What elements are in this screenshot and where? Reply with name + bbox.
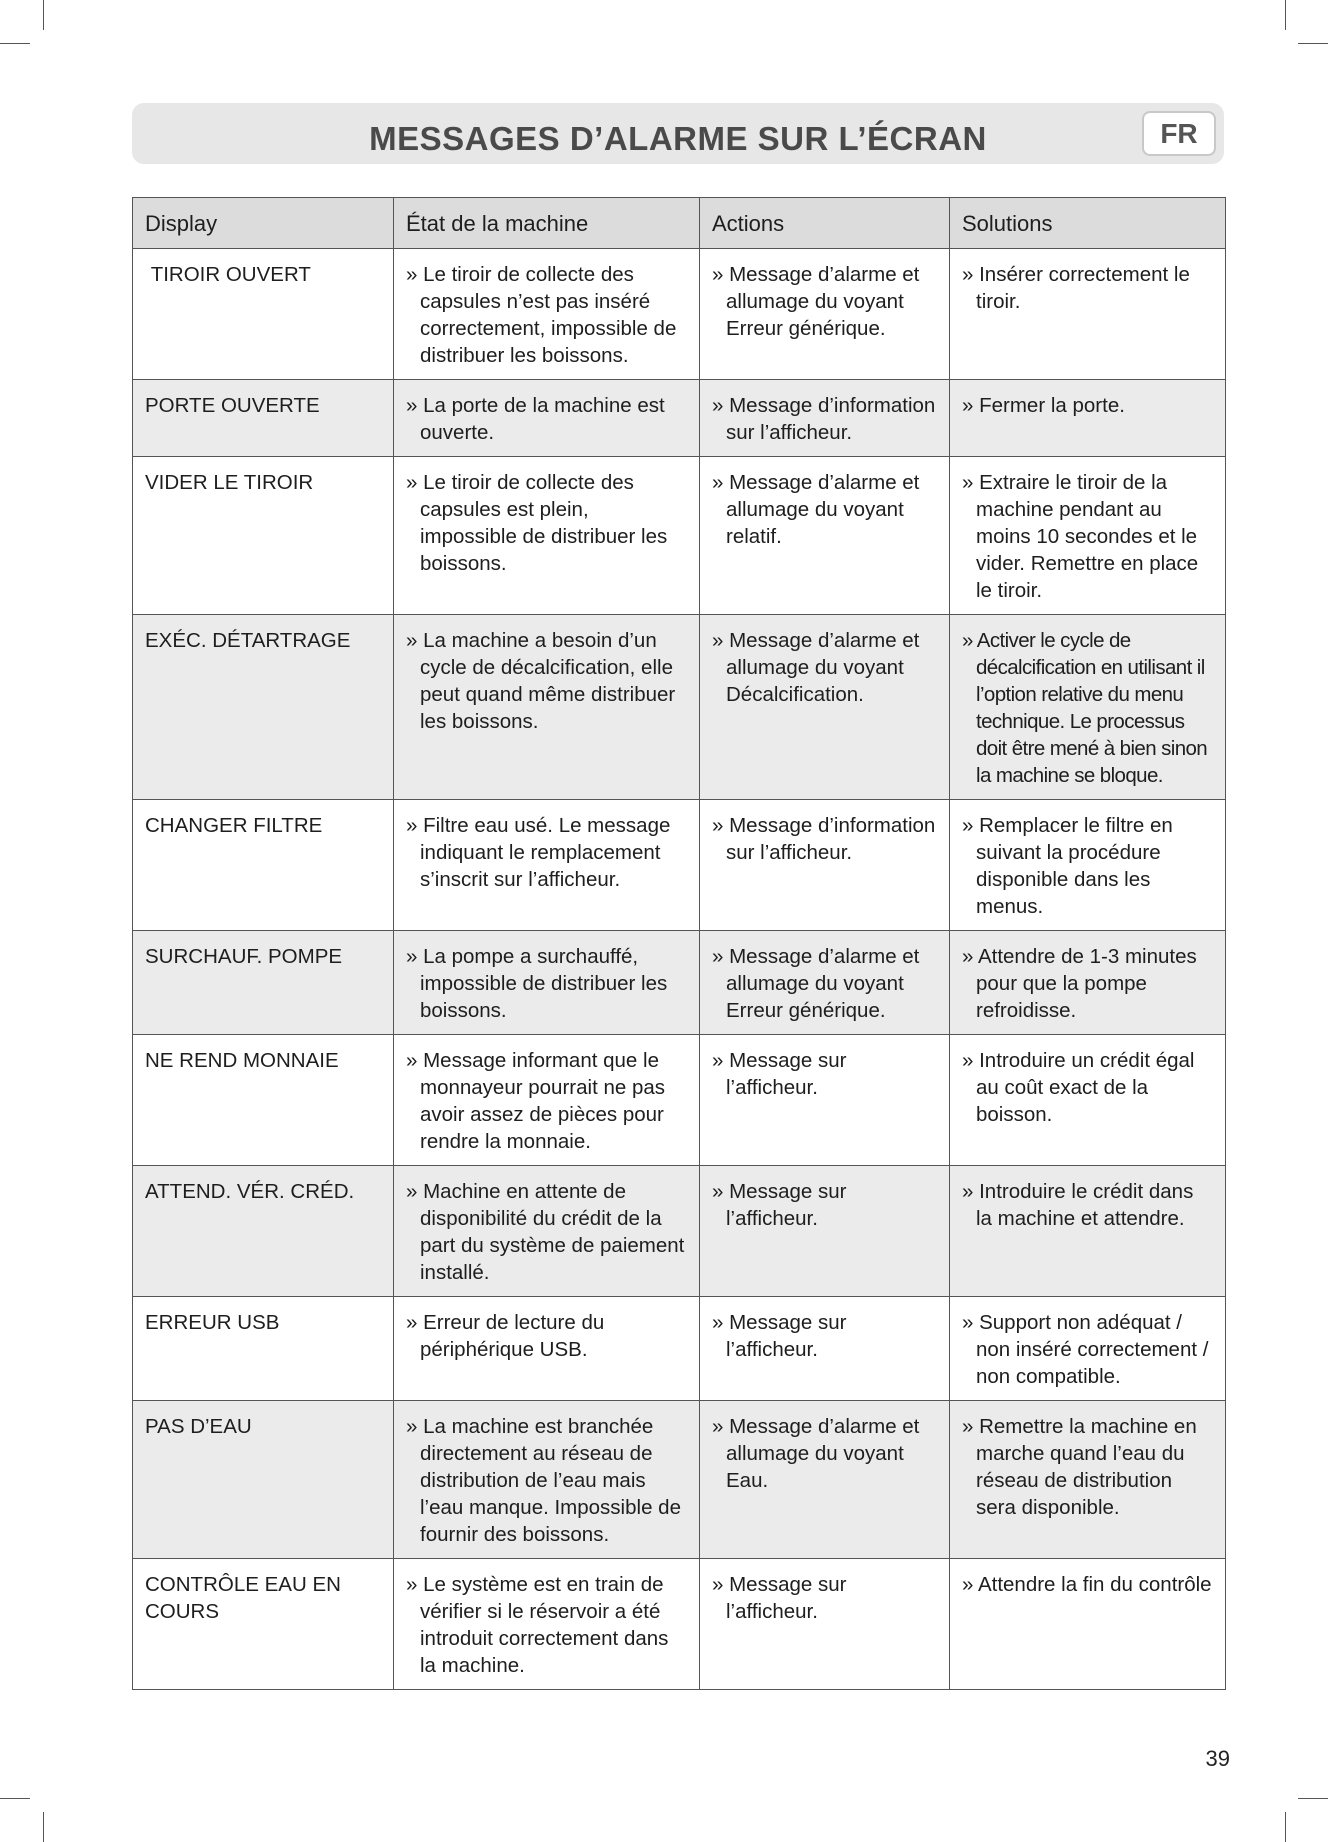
action-text: » Message d’alarme et allumage du voyant Erreur générique. — [712, 945, 920, 1022]
display-message: NE REND MONNAIE — [133, 1035, 394, 1166]
table-row — [133, 800, 1226, 931]
crop-mark — [1298, 43, 1328, 44]
solution-text: » Extraire le tiroir de la machine pendant au moins 10 secondes et le vider. Remettre en place le tiroir. — [962, 471, 1199, 602]
table-row — [133, 1035, 1226, 1166]
machine-state — [394, 931, 700, 1035]
page-number: 39 — [1205, 1746, 1230, 1771]
machine-state — [394, 1166, 700, 1297]
solution-text: » Remettre la machine en marche quand l’eau du réseau de distribution sera disponible. — [962, 1415, 1197, 1519]
action-text: » Message sur l’afficheur. — [712, 1180, 847, 1230]
solution-cell — [950, 1035, 1226, 1166]
crop-mark — [43, 0, 44, 30]
action-cell — [700, 1166, 950, 1297]
table-row — [133, 931, 1226, 1035]
solution-cell — [950, 1166, 1226, 1297]
display-message: TIROIR OUVERT — [133, 249, 394, 380]
solution-text: » Introduire un crédit égal au coût exact de la boisson. — [962, 1049, 1195, 1126]
state-text: » La pompe a surchauffé, impossible de distribuer les boissons. — [406, 945, 668, 1022]
machine-state — [394, 380, 700, 457]
page-title: MESSAGES D’ALARME SUR L’ÉCRAN — [369, 120, 987, 157]
action-cell — [700, 457, 950, 615]
action-cell — [700, 1297, 950, 1401]
action-cell — [700, 249, 950, 380]
solution-text: » Fermer la porte. — [962, 394, 1125, 417]
crop-mark — [1298, 1798, 1328, 1799]
display-message: CHANGER FILTRE — [133, 800, 394, 931]
state-text: » Le système est en train de vérifier si le réservoir a été introduit correctement dans la machine. — [406, 1573, 669, 1677]
machine-state — [394, 249, 700, 380]
state-text: » La porte de la machine est ouverte. — [406, 394, 665, 444]
header-bar — [132, 103, 1224, 164]
action-text: » Message d’alarme et allumage du voyant Décalcification. — [712, 629, 920, 706]
action-text: » Message d’alarme et allumage du voyant relatif. — [712, 471, 920, 548]
display-message: ERREUR USB — [133, 1297, 394, 1401]
state-text: » Le tiroir de collecte des capsules n’est pas inséré correctement, impossible de distribuer les boissons. — [406, 263, 677, 367]
state-text: » Le tiroir de collecte des capsules est plein, impossible de distribuer les boissons. — [406, 471, 668, 575]
action-cell — [700, 1401, 950, 1559]
alarm-messages-table — [132, 197, 1226, 1690]
table-row — [133, 615, 1226, 800]
solution-text: » Activer le cycle de décalcification en utilisant il l’option relative du menu technique. Le processus doit être mené à bien sinon la machine se bloque. — [962, 629, 1208, 787]
action-cell — [700, 931, 950, 1035]
action-text: » Message d’information sur l’afficheur. — [712, 394, 936, 444]
action-text: » Message sur l’afficheur. — [712, 1573, 847, 1623]
language-badge: FR — [1142, 111, 1216, 156]
machine-state — [394, 457, 700, 615]
column-header-actions: Actions — [700, 198, 950, 249]
solution-cell — [950, 615, 1226, 800]
table-row — [133, 1401, 1226, 1559]
solution-text: » Attendre la fin du contrôle — [962, 1573, 1212, 1596]
display-message: PORTE OUVERTE — [133, 380, 394, 457]
action-cell — [700, 615, 950, 800]
solution-cell — [950, 1559, 1226, 1690]
action-cell — [700, 1035, 950, 1166]
action-text: » Message sur l’afficheur. — [712, 1311, 847, 1361]
state-text: » Erreur de lecture du périphérique USB. — [406, 1311, 605, 1361]
solution-cell — [950, 800, 1226, 931]
table-row — [133, 249, 1226, 380]
state-text: » Message informant que le monnayeur pourrait ne pas avoir assez de pièces pour rendre la monnaie. — [406, 1049, 666, 1153]
action-cell — [700, 800, 950, 931]
table-row — [133, 1559, 1226, 1690]
solution-cell — [950, 380, 1226, 457]
action-cell — [700, 1559, 950, 1690]
table-row — [133, 457, 1226, 615]
action-cell — [700, 380, 950, 457]
display-message: EXÉC. DÉTARTRAGE — [133, 615, 394, 800]
column-header-display: Display — [133, 198, 394, 249]
action-text: » Message d’information sur l’afficheur. — [712, 814, 936, 864]
action-text: » Message d’alarme et allumage du voyant Erreur générique. — [712, 263, 920, 340]
crop-mark — [43, 1812, 44, 1842]
display-message: VIDER LE TIROIR — [133, 457, 394, 615]
state-text: » La machine est branchée directement au réseau de distribution de l’eau mais l’eau manque. Impossible de fournir des boissons. — [406, 1415, 681, 1546]
solution-cell — [950, 1297, 1226, 1401]
state-text: » La machine a besoin d’un cycle de décalcification, elle peut quand même distribuer les boissons. — [406, 629, 676, 733]
display-message: SURCHAUF. POMPE — [133, 931, 394, 1035]
crop-mark — [1285, 0, 1286, 30]
solution-text: » Introduire le crédit dans la machine et attendre. — [962, 1180, 1194, 1230]
column-header-solutions: Solutions — [950, 198, 1226, 249]
solution-text: » Attendre de 1-3 minutes pour que la pompe refroidisse. — [962, 945, 1197, 1022]
machine-state — [394, 1297, 700, 1401]
crop-mark — [1285, 1812, 1286, 1842]
solution-text: » Remplacer le filtre en suivant la procédure disponible dans les menus. — [962, 814, 1173, 918]
solution-cell — [950, 1401, 1226, 1559]
solution-cell — [950, 457, 1226, 615]
state-text: » Filtre eau usé. Le message indiquant le remplacement s’inscrit sur l’afficheur. — [406, 814, 671, 891]
action-text: » Message sur l’afficheur. — [712, 1049, 847, 1099]
display-message: PAS D’EAU — [133, 1401, 394, 1559]
table-row — [133, 380, 1226, 457]
table-row — [133, 1297, 1226, 1401]
crop-mark — [0, 43, 30, 44]
solution-text: » Support non adéquat / non inséré correctement / non compatible. — [962, 1311, 1209, 1388]
action-text: » Message d’alarme et allumage du voyant Eau. — [712, 1415, 920, 1492]
crop-mark — [0, 1798, 30, 1799]
table-header-row — [133, 198, 1226, 249]
solution-cell — [950, 249, 1226, 380]
solution-cell — [950, 931, 1226, 1035]
display-message: CONTRÔLE EAU EN COURS — [133, 1559, 394, 1690]
machine-state — [394, 800, 700, 931]
machine-state — [394, 1035, 700, 1166]
table-row — [133, 1166, 1226, 1297]
machine-state — [394, 615, 700, 800]
solution-text: » Insérer correctement le tiroir. — [962, 263, 1190, 313]
column-header-state: État de la machine — [394, 198, 700, 249]
machine-state — [394, 1401, 700, 1559]
display-message: ATTEND. VÉR. CRÉD. — [133, 1166, 394, 1297]
state-text: » Machine en attente de disponibilité du crédit de la part du système de paiement installé. — [406, 1180, 685, 1284]
machine-state — [394, 1559, 700, 1690]
